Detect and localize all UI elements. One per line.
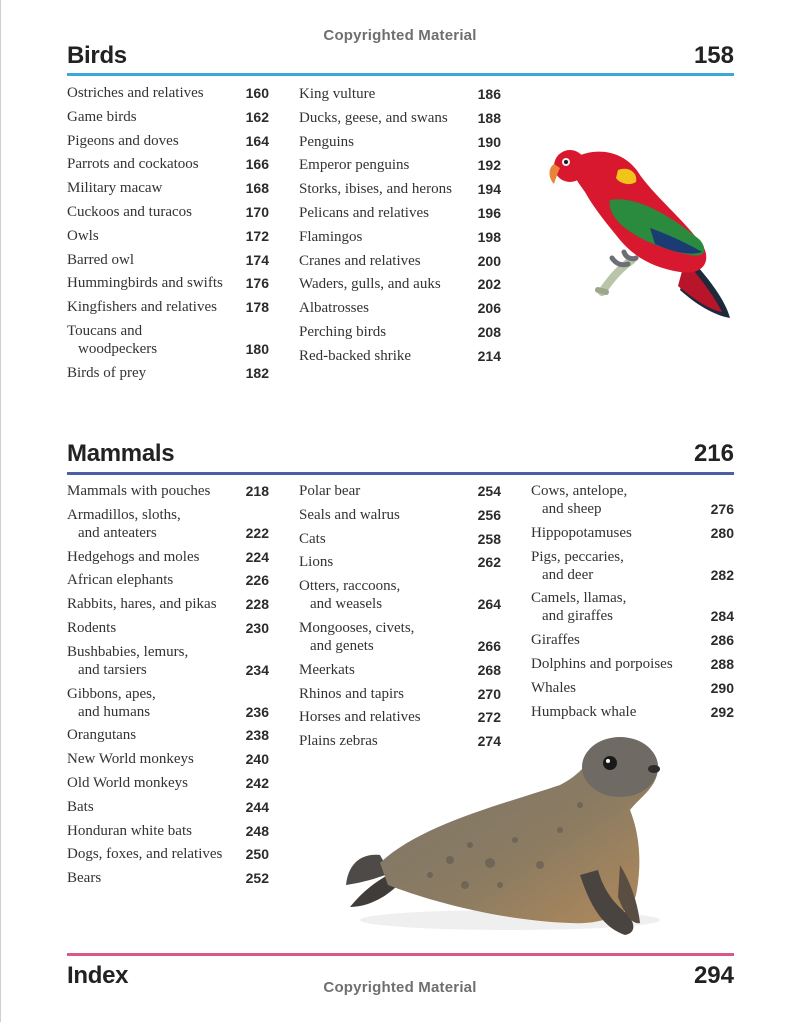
toc-entry-title xyxy=(531,482,627,518)
section-page-index: 294 xyxy=(693,962,734,989)
toc-entry-title: Humpback whale xyxy=(531,703,637,720)
toc-entry-page: 180 xyxy=(245,340,269,357)
toc-entry xyxy=(299,180,501,198)
toc-entry xyxy=(531,703,734,721)
section-title-mammals: Mammals xyxy=(67,440,175,467)
section-header-mammals xyxy=(67,440,734,470)
toc-entry-page: 194 xyxy=(477,181,501,198)
toc-entry-page: 226 xyxy=(245,572,269,589)
toc-entry-page: 258 xyxy=(477,530,501,547)
toc-entry-title-line2: woodpeckers xyxy=(78,340,158,357)
toc-entry-title: Birds of prey xyxy=(67,364,147,381)
toc-entry-title-line2: and deer xyxy=(542,566,594,583)
toc-entry xyxy=(299,553,501,571)
mammals-column-3 xyxy=(531,482,734,726)
toc-entry-page: 270 xyxy=(477,685,501,702)
section-title-index: Index xyxy=(67,962,129,989)
toc-entry-page: 280 xyxy=(710,524,734,541)
toc-entry xyxy=(531,548,734,584)
toc-entry xyxy=(67,108,269,126)
toc-entry xyxy=(299,323,501,341)
toc-entry-title: Parrots and cockatoos xyxy=(67,156,199,173)
toc-entry xyxy=(67,869,269,887)
toc-entry xyxy=(299,661,501,679)
toc-entry-title: Pelicans and relatives xyxy=(299,204,429,221)
section-rule-mammals xyxy=(67,472,734,475)
toc-entry-title: Hedgehogs and moles xyxy=(67,548,200,565)
toc-entry-title: Giraffes xyxy=(531,632,580,649)
toc-entry-title-line1: Pigs, peccaries, xyxy=(531,548,624,565)
toc-entry-title: Seals and walrus xyxy=(299,506,400,523)
toc-entry xyxy=(67,571,269,589)
toc-entry xyxy=(299,482,501,500)
toc-entry-page: 202 xyxy=(477,276,501,293)
toc-entry xyxy=(299,685,501,703)
toc-entry-page: 234 xyxy=(245,661,269,678)
toc-entry xyxy=(531,655,734,673)
toc-entry xyxy=(67,251,269,269)
toc-entry xyxy=(67,548,269,566)
toc-entry xyxy=(67,298,269,316)
toc-entry-page: 188 xyxy=(477,109,501,126)
toc-entry-title: Rhinos and tapirs xyxy=(299,685,404,702)
toc-entry xyxy=(299,275,501,293)
toc-entry xyxy=(67,155,269,173)
parrot-illustration xyxy=(540,140,740,325)
toc-entry-page: 168 xyxy=(245,180,269,197)
toc-entry-page: 208 xyxy=(477,323,501,340)
toc-entry-title: Lions xyxy=(299,554,334,571)
toc-entry-page: 198 xyxy=(477,228,501,245)
toc-entry-page: 254 xyxy=(477,483,501,499)
toc-entry xyxy=(67,822,269,840)
toc-entry xyxy=(67,774,269,792)
toc-entry-title: Flamingos xyxy=(299,228,363,245)
watermark-top: Copyrighted Material xyxy=(323,27,477,44)
toc-entry-page: 284 xyxy=(710,608,734,625)
toc-entry xyxy=(67,619,269,637)
toc-entry-title: New World monkeys xyxy=(67,751,194,768)
toc-entry-title-line1: Gibbons, apes, xyxy=(67,685,156,702)
toc-entry-title: Meerkats xyxy=(299,661,355,678)
toc-entry xyxy=(67,227,269,245)
toc-entry-page: 272 xyxy=(477,709,501,726)
toc-entry-title-line1: Toucans and xyxy=(67,322,143,339)
toc-entry xyxy=(67,179,269,197)
toc-entry-title: Game birds xyxy=(67,108,137,125)
section-rule-birds xyxy=(67,73,734,76)
toc-entry-title-line2: and humans xyxy=(78,703,151,720)
toc-entry-title: Bears xyxy=(67,870,102,887)
toc-entry xyxy=(299,619,501,655)
toc-entry-page: 276 xyxy=(710,501,734,517)
toc-entry-title: Orangutans xyxy=(67,727,137,744)
toc-entry xyxy=(67,364,269,382)
toc-entry-title: African elephants xyxy=(67,572,174,589)
toc-entry-title: Old World monkeys xyxy=(67,774,189,791)
toc-entry-title: Storks, ibises, and herons xyxy=(299,181,452,198)
toc-entry-page: 256 xyxy=(477,506,501,523)
toc-entry xyxy=(67,845,269,863)
toc-entry xyxy=(531,524,734,542)
toc-entry-title: Plains zebras xyxy=(299,733,378,750)
toc-entry-title: Pigeons and doves xyxy=(67,132,179,149)
toc-entry xyxy=(299,299,501,317)
seal-illustration xyxy=(340,735,670,945)
toc-entry-title-line1: Camels, llamas, xyxy=(531,590,627,607)
toc-entry-title xyxy=(67,643,188,679)
toc-entry-title: Honduran white bats xyxy=(67,822,192,839)
toc-entry-title: Cats xyxy=(299,530,326,547)
toc-entry-title: Polar bear xyxy=(299,483,361,499)
watermark-bottom: Copyrighted Material xyxy=(323,979,477,996)
toc-entry-title xyxy=(67,685,156,721)
toc-entry xyxy=(299,228,501,246)
toc-entry xyxy=(299,506,501,524)
toc-entry-title: Dogs, foxes, and relatives xyxy=(67,846,223,863)
toc-entry-title xyxy=(67,506,181,542)
toc-entry-page: 228 xyxy=(245,596,269,613)
toc-entry xyxy=(67,506,269,542)
toc-entry-title: Rabbits, hares, and pikas xyxy=(67,596,217,613)
toc-entry-page: 186 xyxy=(477,86,501,102)
toc-entry-title: Red-backed shrike xyxy=(299,347,412,364)
toc-entry-page: 250 xyxy=(245,846,269,863)
toc-entry-title: Owls xyxy=(67,227,99,244)
toc-entry-title-line1: Armadillos, sloths, xyxy=(67,506,181,523)
toc-entry-page: 286 xyxy=(710,632,734,649)
toc-entry-page: 238 xyxy=(245,727,269,744)
page-edge xyxy=(0,0,1,1022)
toc-entry-page: 222 xyxy=(245,524,269,541)
toc-entry-page: 192 xyxy=(477,157,501,174)
toc-entry-page: 274 xyxy=(477,733,501,750)
toc-entry-title-line2: and genets xyxy=(310,637,374,654)
toc-entry xyxy=(67,685,269,721)
toc-entry-page: 166 xyxy=(245,156,269,173)
toc-entry xyxy=(299,347,501,365)
toc-entry xyxy=(67,203,269,221)
toc-entry-title: Ostriches and relatives xyxy=(67,85,204,101)
toc-entry-page: 236 xyxy=(245,703,269,720)
toc-entry-title: Waders, gulls, and auks xyxy=(299,276,441,293)
toc-entry xyxy=(299,530,501,548)
toc-entry-page: 218 xyxy=(245,483,269,499)
toc-entry-page: 230 xyxy=(245,619,269,636)
toc-entry xyxy=(67,595,269,613)
mammals-column-1 xyxy=(67,482,269,893)
toc-entry-page: 182 xyxy=(245,364,269,381)
toc-entry-title xyxy=(299,619,414,655)
toc-entry xyxy=(67,643,269,679)
toc-entry xyxy=(531,631,734,649)
toc-entry-page: 170 xyxy=(245,203,269,220)
birds-column-2 xyxy=(299,85,501,371)
toc-entry-page: 214 xyxy=(477,347,501,364)
toc-entry-page: 290 xyxy=(710,679,734,696)
toc-entry-page: 262 xyxy=(477,554,501,571)
toc-entry-title: Horses and relatives xyxy=(299,709,421,726)
toc-entry-page: 174 xyxy=(245,251,269,268)
toc-entry-title: Hummingbirds and swifts xyxy=(67,275,223,292)
toc-entry-page: 268 xyxy=(477,661,501,678)
toc-entry-page: 282 xyxy=(710,566,734,583)
section-title-birds: Birds xyxy=(67,42,127,69)
toc-entry-title: Military macaw xyxy=(67,180,163,197)
toc-entry-title-line2: and weasels xyxy=(310,596,383,613)
toc-entry-page: 160 xyxy=(245,85,269,101)
toc-entry xyxy=(299,85,501,103)
toc-entry xyxy=(67,750,269,768)
toc-entry-title: Barred owl xyxy=(67,251,135,268)
toc-entry-title: Whales xyxy=(531,679,576,696)
section-header-birds xyxy=(67,42,734,72)
toc-entry-page: 266 xyxy=(477,637,501,654)
toc-entry xyxy=(67,726,269,744)
toc-entry xyxy=(67,132,269,150)
toc-entry-title: Albatrosses xyxy=(299,300,369,317)
toc-entry-title: Perching birds xyxy=(299,323,387,340)
toc-entry-page: 164 xyxy=(245,132,269,149)
toc-entry-title: King vulture xyxy=(299,86,376,102)
toc-entry xyxy=(299,109,501,127)
toc-entry xyxy=(67,482,269,500)
toc-entry-page: 200 xyxy=(477,252,501,269)
toc-entry-page: 224 xyxy=(245,548,269,565)
section-page-mammals: 216 xyxy=(693,440,734,467)
toc-entry-title xyxy=(299,577,400,613)
toc-entry xyxy=(67,322,269,358)
toc-entry-title-line2: and giraffes xyxy=(542,608,613,625)
toc-entry-title: Rodents xyxy=(67,619,117,636)
toc-entry-title-line1: Mongooses, civets, xyxy=(299,619,415,636)
toc-entry-title-line1: Cows, antelope, xyxy=(531,483,628,499)
section-rule-index xyxy=(67,953,734,956)
toc-entry xyxy=(299,708,501,726)
toc-entry-title: Hippopotamuses xyxy=(531,524,632,541)
toc-entry-title: Ducks, geese, and swans xyxy=(299,109,448,126)
toc-entry-title: Emperor penguins xyxy=(299,157,410,174)
toc-entry-page: 288 xyxy=(710,655,734,672)
toc-entry xyxy=(299,252,501,270)
toc-entry-page: 196 xyxy=(477,204,501,221)
toc-entry xyxy=(531,589,734,625)
toc-entry-page: 162 xyxy=(245,108,269,125)
toc-entry-title: Penguins xyxy=(299,133,355,150)
birds-column-1 xyxy=(67,84,269,388)
toc-entry-page: 264 xyxy=(477,596,501,613)
toc-entry xyxy=(531,482,734,518)
toc-entry-page: 172 xyxy=(245,227,269,244)
toc-entry-page: 190 xyxy=(477,133,501,150)
toc-entry xyxy=(299,577,501,613)
toc-entry-title xyxy=(531,548,624,584)
section-page-birds: 158 xyxy=(693,42,734,69)
toc-entry-page: 292 xyxy=(710,703,734,720)
toc-entry-page: 248 xyxy=(245,822,269,839)
toc-entry xyxy=(67,798,269,816)
toc-entry-page: 176 xyxy=(245,275,269,292)
toc-entry xyxy=(299,133,501,151)
toc-entry xyxy=(299,156,501,174)
toc-entry xyxy=(67,84,269,102)
toc-entry-title xyxy=(531,589,626,625)
toc-entry-title: Cranes and relatives xyxy=(299,252,421,269)
toc-entry-page: 178 xyxy=(245,299,269,316)
toc-entry-title xyxy=(67,322,157,358)
toc-entry-title-line2: and tarsiers xyxy=(78,661,147,678)
toc-entry-title: Bats xyxy=(67,798,94,815)
toc-entry-title: Mammals with pouches xyxy=(67,483,211,499)
toc-entry-page: 252 xyxy=(245,870,269,887)
toc-entry-title-line2: and anteaters xyxy=(78,524,157,541)
toc-entry-page: 206 xyxy=(477,300,501,317)
mammals-column-2 xyxy=(299,482,501,756)
toc-entry-page: 244 xyxy=(245,798,269,815)
toc-entry-title-line1: Otters, raccoons, xyxy=(299,578,401,595)
toc-entry-title-line1: Bushbabies, lemurs, xyxy=(67,643,189,660)
toc-entry xyxy=(531,679,734,697)
toc-entry xyxy=(299,204,501,222)
toc-entry-page: 240 xyxy=(245,751,269,768)
toc-entry-page: 242 xyxy=(245,774,269,791)
toc-entry-title: Dolphins and porpoises xyxy=(531,655,673,672)
toc-entry xyxy=(67,274,269,292)
toc-entry-title: Cuckoos and turacos xyxy=(67,203,192,220)
toc-entry-title-line2: and sheep xyxy=(542,501,602,517)
toc-entry-title: Kingfishers and relatives xyxy=(67,299,217,316)
